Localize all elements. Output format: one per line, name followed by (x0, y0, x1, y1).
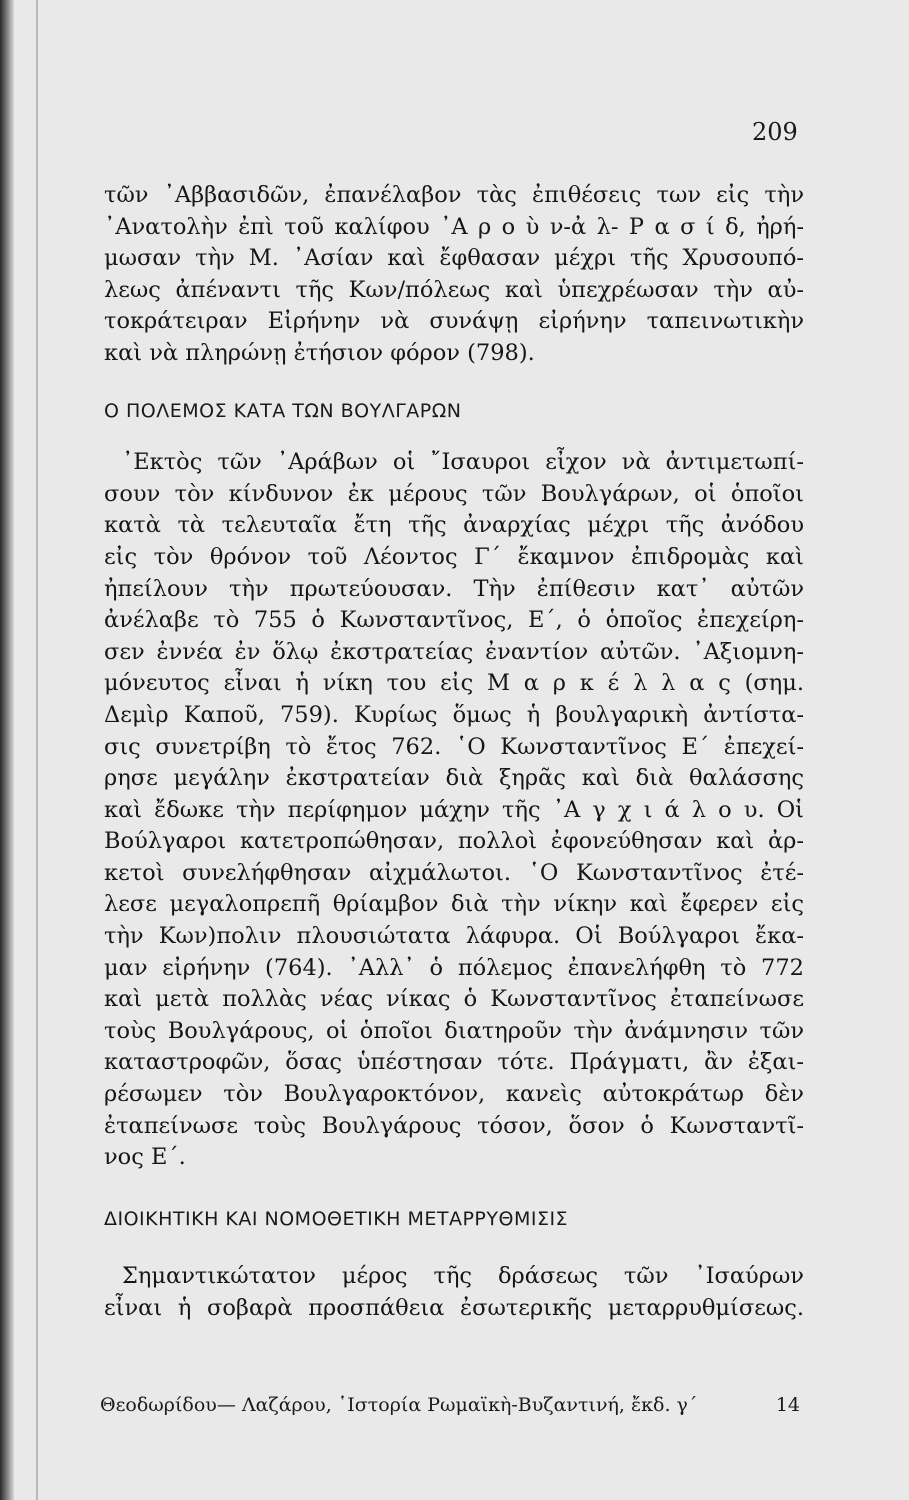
text-line: τῶν ᾿Αββασιδῶν, ἐπανέλαβον τὰς ἐπιθέσεις των εἰς τὴν (104, 182, 804, 208)
text-line: Δεμὶρ Καποῦ, 759). Κυρίως ὅμως ἡ βουλγαρικὴ ἀντίστα- (104, 701, 804, 728)
printer-signature: 14 (775, 1394, 800, 1416)
text-line: ἐταπείνωσε τοὺς Βουλγάρους τόσον, ὅσον ὁ Κωνσταντῖ- (104, 1112, 804, 1139)
text-line: λεσε μεγαλοπρεπῆ θρίαμβον διὰ τὴν νίκην καὶ ἔφερεν εἰς (104, 891, 804, 918)
text-line: ἀνέλαβε τὸ 755 ὁ Κωνσταντῖνος, Ε´, ὁ ὁποῖος ἐπεχείρη- (104, 607, 804, 634)
text-line: ρησε μεγάλην ἐκστρατείαν διὰ ξηρᾶς καὶ διὰ θαλάσσης (104, 765, 804, 792)
text-line: εἰς τὸν θρόνον τοῦ Λέοντος Γ´ ἔκαμνον ἐπιδρομὰς καὶ (104, 543, 804, 570)
text-line: Βούλγαροι κατετροπώθησαν, πολλοὶ ἐφονεύθησαν καὶ ἀρ- (104, 828, 804, 855)
text-line: εἶναι ἡ σοβαρὰ προσπάθεια ἐσωτερικῆς μεταρρυθμίσεως. (104, 1295, 804, 1321)
text-line: μαν εἰρήνην (764). ᾿Αλλ᾿ ὁ πόλεμος ἐπανελήφθη τὸ 772 (104, 954, 804, 981)
text-line: καὶ μετὰ πολλὰς νέας νίκας ὁ Κωνσταντῖνος ἐταπείνωσε (104, 986, 804, 1013)
paragraph-reforms (104, 1261, 804, 1324)
text-line: τοὺς Βουλγάρους, οἱ ὁποῖοι διατηροῦν τὴν ἀνάμνησιν τῶν (104, 1017, 804, 1044)
page-body (104, 180, 804, 1325)
text-line: ρέσωμεν τὸν Βουλγαροκτόνον, κανεὶς αὐτοκράτωρ δὲν (104, 1081, 804, 1108)
text-line: κετοὶ συνελήφθησαν αἰχμάλωτοι. ῾Ο Κωνσταντῖνος ἐτέ- (104, 859, 804, 886)
text-line: καταστροφῶν, ὅσας ὑπέστησαν τότε. Πράγματι, ἂν ἐξαι- (104, 1049, 804, 1076)
text-line: καὶ νὰ πληρώνῃ ἐτήσιον φόρον (798). (104, 339, 535, 366)
footer-citation: Θεοδωρίδου— Λαζάρου, ῾Ιστορία Ρωμαϊκὴ-Βυζαντινή, ἔκδ. γ´ (100, 1394, 698, 1416)
text-line: τὴν Κων)πολιν πλουσιώτατα λάφυρα. Οἱ Βούλγαροι ἔκα- (104, 923, 804, 950)
text-line: τοκράτειραν Εἰρήνην νὰ συνάψῃ εἰρήνην ταπεινωτικὴν (104, 308, 804, 335)
text-line: σουν τὸν κίνδυνον ἐκ μέρους τῶν Βουλγάρων, οἱ ὁποῖοι (104, 480, 804, 507)
page-number: 209 (752, 118, 798, 146)
text-line: Σημαντικώτατον μέρος τῆς δράσεως τῶν ᾿Ισαύρων (122, 1263, 804, 1290)
section-heading-bulgarian-war: Ο ΠΟΛΕΜΟΣ ΚΑΤΑ ΤΩΝ ΒΟΥΛΓΑΡΩΝ (104, 399, 462, 422)
text-line: λεως ἀπέναντι τῆς Κων/πόλεως καὶ ὑπεχρέωσαν τὴν αὐ- (104, 276, 804, 303)
paragraph-arab-wars (104, 180, 804, 370)
text-line: σις συνετρίβη τὸ ἔτος 762. ῾Ο Κωνσταντῖνος Ε´ ἐπεχεί- (104, 733, 804, 760)
binding-shadow (0, 0, 14, 1500)
text-line: μωσαν τὴν Μ. ᾿Ασίαν καὶ ἔφθασαν μέχρι τῆς Χρυσουπό- (104, 245, 804, 272)
page-edge-line (36, 0, 38, 1500)
text-line: ᾿Εκτὸς τῶν ᾿Αράβων οἱ ῎Ισαυροι εἶχον νὰ ἀντιμετωπί- (122, 449, 804, 476)
paragraph-bulgarian-war (104, 447, 804, 1174)
page-footer (100, 1394, 800, 1416)
text-line: κατὰ τὰ τελευταῖα ἔτη τῆς ἀναρχίας μέχρι τῆς ἀνόδου (104, 512, 804, 539)
text-line: σεν ἐννέα ἐν ὅλῳ ἐκστρατείας ἐναντίον αὐτῶν. ᾿Αξιομνη- (104, 638, 804, 665)
text-line: ἠπείλουν τὴν πρωτεύουσαν. Τὴν ἐπίθεσιν κατ᾿ αὐτῶν (104, 575, 804, 602)
text-line: καὶ ἔδωκε τὴν περίφημον μάχην τῆς ᾿Α γ χ ι ά λ ο υ. Οἱ (104, 796, 804, 823)
text-line: μόνευτος εἶναι ἡ νίκη του εἰς Μ α ρ κ έ λ λ α ς (σημ. (104, 670, 804, 697)
text-line: νος Ε´. (104, 1144, 186, 1171)
text-line: ᾿Ανατολὴν ἐπὶ τοῦ καλίφου ᾿Α ρ ο ὺ ν-ἀ λ- Ρ α σ ί δ, ἠρή- (104, 213, 804, 240)
section-heading-reforms: ΔΙΟΙΚΗΤΙΚΗ ΚΑΙ ΝΟΜΟΘΕΤΙΚΗ ΜΕΤΑΡΡΥΘΜΙΣΙΣ (104, 1207, 569, 1230)
